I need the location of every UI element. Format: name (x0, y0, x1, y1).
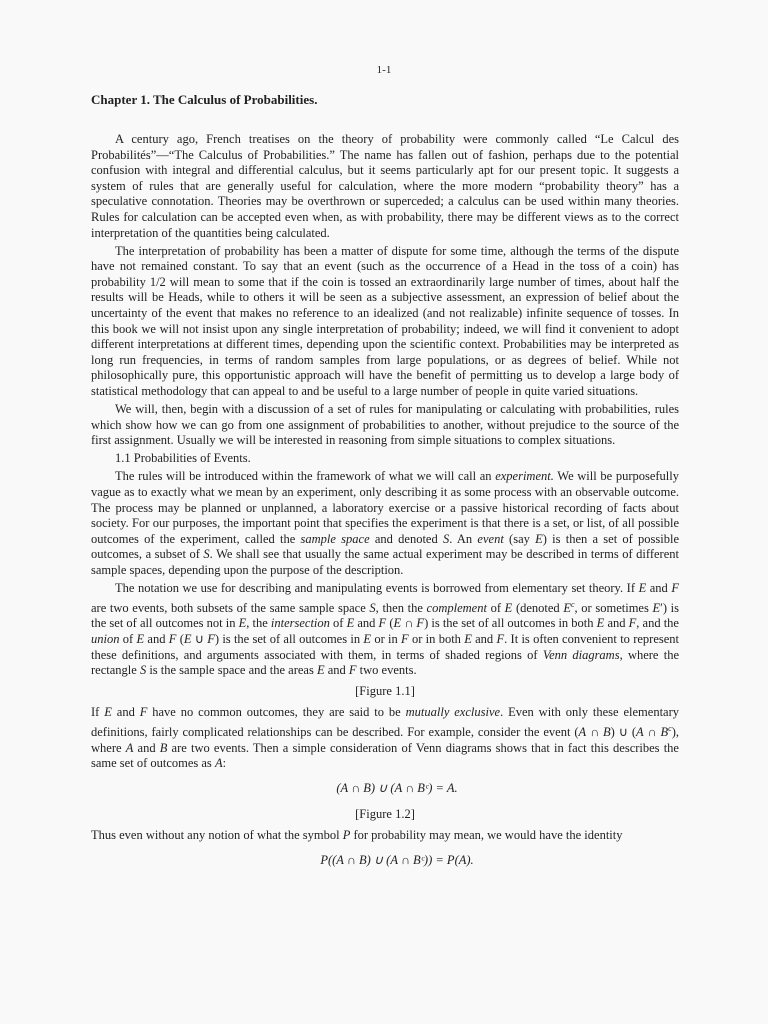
paragraph-intro: A century ago, French treatises on the theory of probability were commonly called “Le Calcul des Probabilités”—“The Calculus of Probabilities.” The name has fallen out of fashion, perhaps due to the potential confusion with integral and differential calculus, but it seems particularly apt for our present topic. It suggests a system of rules that are generally useful for calculation, where the more modern “probability theory” has a speculative connotation. Theories may be overthrown or superceded; a calculus can be used within many theories. Rules for calculation can be accepted even when, as with probability, there may be different views as to the correct interpretation of the quantities being calculated. (91, 132, 679, 240)
document-body (91, 92, 679, 878)
figure-placeholder-2: [Figure 1.2] (355, 806, 415, 821)
paragraph-interpretation: The interpretation of probability has been a matter of dispute for some time, although the terms of the dispute have not remained constant. To say that an event (such as the occurrence of a Head in the toss of a coin) has probability 1/2 will mean to some that if the coin is tossed an extraordinarily large number of times, about half the results will be Heads, while to others it will be seen as a subjective assessment, an expression of belief about the uncertainty of the event that makes no reference to an idealized (and not realizable) infinite sequence of tosses. In this book we will not insist upon any single interpretation of probability; indeed, we will find it convenient to adopt different interpretations at different times, depending upon the scientific context. Probabilities may be interpreted as long run frequencies, in terms of random samples from large populations, or as degrees of belief. While not philosophically pure, this opportunistic approach will have the benefit of permitting us to develop a large body of statistical methodology that can appeal to and be useful to a large number of people in quite varied situations. (91, 243, 679, 398)
paragraph-rules: We will, then, begin with a discussion of a set of rules for manipulating or calculating with probabilities, rules which show how we can go from one assignment of probabilities to another, without prejudice to the source of the first assignment. Usually we will be interested in reasoning from simple situations to complex situations. (91, 402, 679, 448)
figure-placeholder-1: [Figure 1.1] (355, 683, 415, 698)
paragraph-mutually-exclusive: If E and F have no common outcomes, they are said to be mutually exclusive. Even with only these elementary definitions, fairly complicated relationships can be described. For example, consider the event (A ∩ B) ∪ (A ∩ $B^c$), where A and B are two events. Then a simple consideration of Venn diagrams shows that in fact this describes the same set of outcomes as A: (91, 705, 680, 771)
paragraph-experiment: The rules will be introduced within the framework of what we will call an experiment. We will be purposefully vague as to exactly what we mean by an experiment, only describing it as some process with an observable outcome. The process may be planned or unplanned, a laboratory exercise or a passive historical recording of facts about society. For our purposes, the important point that specifies the experiment is that there is a set, or list, of all possible outcomes of the experiment, called the sample space and denoted S. An event (say E) is then a set of possible outcomes, a subset of S. We shall see that usually the same actual experiment may be described in terms of different sample spaces, depending upon the purpose of the description. (91, 469, 680, 578)
paragraph-probability-identity: Thus even without any notion of what the symbol P for probability may mean, we would have the identity (91, 828, 623, 843)
chapter-title: Chapter 1. The Calculus of Probabilities. (91, 92, 318, 107)
equation-probability-identity: P((A ∩ B) ∪ (A ∩ Bᶜ)) = P(A). (320, 852, 474, 867)
section-heading: 1.1 Probabilities of Events. (115, 451, 251, 466)
paragraph-notation: The notation we use for describing and manipulating events is borrowed from elementary set theory. If E and F are two events, both subsets of the same sample space S, then the complement of E (denoted $E^c$, or sometimes E′) is the set of all outcomes not in E, the intersection of E and F (E ∩ F) is the set of all outcomes in both E and F, and the union of E and F (E ∪ F) is the set of all outcomes in E or in F or in both E and F. It is often convenient to represent these definitions, and arguments associated with them, in terms of shaded regions of Venn diagrams, where the rectangle S is the sample space and the areas E and F two events. (91, 581, 680, 678)
page-number: 1-1 (376, 64, 392, 76)
equation-set-identity: (A ∩ B) ∪ (A ∩ Bᶜ) = A. (336, 780, 458, 795)
